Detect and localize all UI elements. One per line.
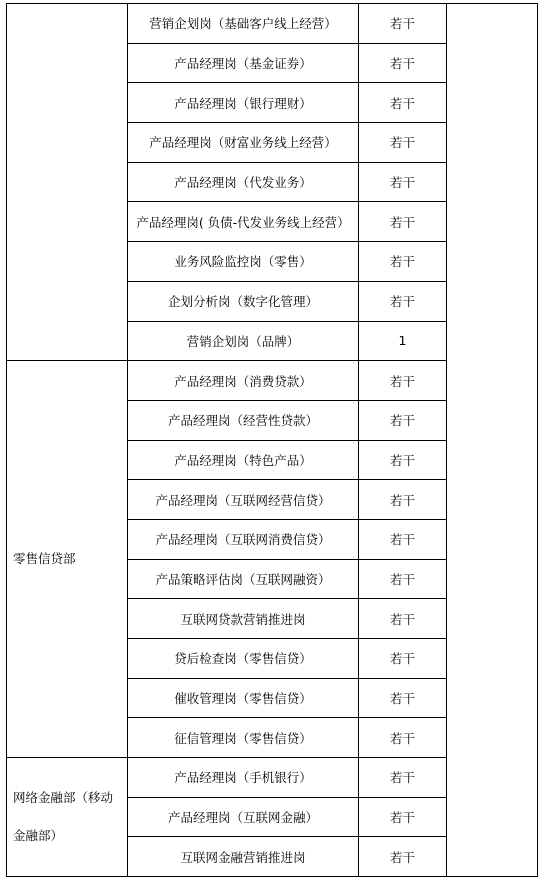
position-cell: 产品经理岗（银行理财）	[128, 83, 359, 123]
position-cell: 产品经理岗（互联网消费信贷）	[128, 519, 359, 559]
count-cell: 若干	[359, 4, 447, 44]
position-cell: 产品策略评估岗（互联网融资）	[128, 559, 359, 599]
count-cell: 若干	[359, 43, 447, 83]
position-cell: 互联网贷款营销推进岗	[128, 599, 359, 639]
count-cell: 若干	[359, 361, 447, 401]
department-cell	[7, 4, 128, 361]
count-cell: 若干	[359, 440, 447, 480]
position-cell: 产品经理岗（消费贷款）	[128, 361, 359, 401]
position-cell: 营销企划岗（基础客户线上经营）	[128, 4, 359, 44]
count-cell: 若干	[359, 678, 447, 718]
position-cell: 征信管理岗（零售信贷）	[128, 718, 359, 758]
position-cell: 营销企划岗（品牌）	[128, 321, 359, 361]
count-cell: 若干	[359, 559, 447, 599]
department-line: 网络金融部（移动	[13, 790, 114, 806]
count-cell: 若干	[359, 599, 447, 639]
position-cell: 产品经理岗（互联网经营信贷）	[128, 480, 359, 520]
count-cell: 若干	[359, 202, 447, 242]
blank-column-cell	[447, 4, 538, 877]
department-line: 金融部）	[13, 828, 64, 844]
count-cell: 若干	[359, 837, 447, 877]
position-cell: 产品经理岗（代发业务）	[128, 162, 359, 202]
position-cell: 贷后检查岗（零售信贷）	[128, 639, 359, 679]
positions-table	[6, 3, 538, 877]
position-cell: 产品经理岗（经营性贷款）	[128, 400, 359, 440]
count-cell: 若干	[359, 797, 447, 837]
position-cell: 业务风险监控岗（零售）	[128, 242, 359, 282]
count-cell: 若干	[359, 400, 447, 440]
position-cell: 催收管理岗（零售信贷）	[128, 678, 359, 718]
table-row	[7, 4, 538, 44]
position-cell: 产品经理岗（互联网金融）	[128, 797, 359, 837]
count-cell: 若干	[359, 242, 447, 282]
position-cell: 产品经理岗（手机银行）	[128, 758, 359, 798]
count-cell: 若干	[359, 639, 447, 679]
table-body	[7, 4, 538, 877]
position-cell: 企划分析岗（数字化管理）	[128, 281, 359, 321]
count-cell: 若干	[359, 123, 447, 163]
count-cell: 若干	[359, 281, 447, 321]
department-cell: 零售信贷部	[7, 361, 128, 758]
count-cell: 若干	[359, 718, 447, 758]
position-cell: 产品经理岗（财富业务线上经营）	[128, 123, 359, 163]
position-cell: 产品经理岗（基金证券）	[128, 43, 359, 83]
position-cell: 产品经理岗（特色产品）	[128, 440, 359, 480]
count-cell: 若干	[359, 480, 447, 520]
count-cell: 若干	[359, 162, 447, 202]
position-cell: 互联网金融营销推进岗	[128, 837, 359, 877]
department-cell	[7, 758, 128, 877]
position-cell: 产品经理岗( 负债-代发业务线上经营）	[128, 202, 359, 242]
count-cell: 若干	[359, 83, 447, 123]
count-cell: 若干	[359, 519, 447, 559]
count-cell: 若干	[359, 758, 447, 798]
count-cell: 1	[359, 321, 447, 361]
